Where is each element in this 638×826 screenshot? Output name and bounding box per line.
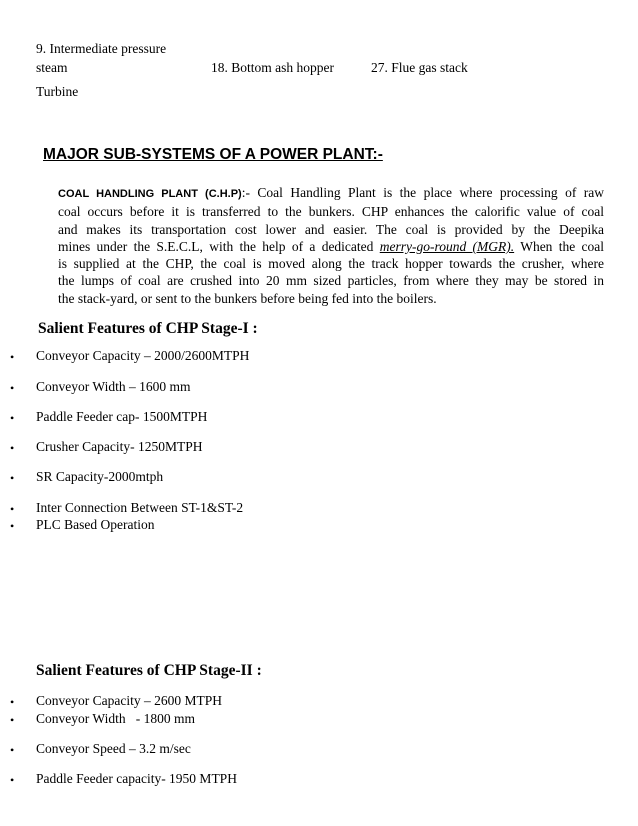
stage1-title: Salient Features of CHP Stage-I : <box>38 320 258 337</box>
paragraph-line-4-after: When the coal <box>514 238 605 254</box>
section-heading: MAJOR SUB-SYSTEMS OF A POWER PLANT:- <box>43 146 383 163</box>
table-cell-item-18: 18. Bottom ash hopper <box>211 60 334 75</box>
stage1-item-2: Conveyor Width – 1600 mm <box>36 379 191 394</box>
bullet-glyph: • <box>10 411 15 425</box>
stage1-item-6: Inter Connection Between ST-1&ST-2 <box>36 500 244 515</box>
stage1-item-7: PLC Based Operation <box>36 517 155 532</box>
bullet-glyph: • <box>10 695 15 709</box>
stage2-item-1: Conveyor Capacity – 2600 MTPH <box>36 693 222 708</box>
stage1-item-4: Crusher Capacity- 1250MTPH <box>36 439 203 454</box>
stage1-item-5: SR Capacity-2000mtph <box>36 469 164 484</box>
paragraph-line-5: is supplied at the CHP, the coal is moved along the track hopper towards the crusher, where <box>58 256 604 272</box>
stage2-item-3: Conveyor Speed – 3.2 m/sec <box>36 741 191 756</box>
paragraph-line-2: coal occurs before it is transferred to the bunkers. CHP enhances the calorific value of coal <box>58 204 604 220</box>
paragraph-line-7: the stack-yard, or sent to the bunkers before being fed into the boilers. <box>58 290 437 306</box>
paragraph-line-1 <box>58 184 604 203</box>
stage1-item-3: Paddle Feeder cap- 1500MTPH <box>36 409 208 424</box>
bullet-glyph: • <box>10 381 15 395</box>
paragraph-line-4 <box>58 238 604 255</box>
paragraph-line-6: the lumps of coal are crushed into 20 mm sized particles, from where they may be stored in <box>58 273 604 289</box>
bullet-glyph: • <box>10 773 15 787</box>
mgr-link[interactable]: merry-go-round (MGR). <box>379 238 515 254</box>
stage2-item-2: Conveyor Width - 1800 mm <box>36 711 195 726</box>
table-cell-item-9-line3: Turbine <box>36 84 79 99</box>
table-cell-item-9-line1: 9. Intermediate pressure <box>36 41 167 56</box>
paragraph-line-1-text: Coal Handling Plant is the place where processing of raw <box>249 185 604 200</box>
table-cell-item-9-line2: steam <box>36 60 68 75</box>
bullet-glyph: • <box>10 519 15 533</box>
bullet-glyph: • <box>10 743 15 757</box>
bullet-glyph: • <box>10 713 15 727</box>
bullet-glyph: • <box>10 350 15 364</box>
bullet-glyph: • <box>10 502 15 516</box>
paragraph-line-4-text: mines under the S.E.C.L, with the help of a dedicated <box>58 238 374 254</box>
stage1-item-1: Conveyor Capacity – 2000/2600MTPH <box>36 348 250 363</box>
table-cell-item-27: 27. Flue gas stack <box>371 60 468 75</box>
paragraph-lead-suffix: :- <box>241 185 250 200</box>
chp-paragraph <box>58 184 604 307</box>
paragraph-line-3: and makes its transportation cost lower and easier. The coal is provided by the Deepika <box>58 221 604 237</box>
bullet-glyph: • <box>10 441 15 455</box>
stage2-item-4: Paddle Feeder capacity- 1950 MTPH <box>36 771 237 786</box>
bullet-glyph: • <box>10 471 15 485</box>
stage2-title: Salient Features of CHP Stage-II : <box>36 662 262 679</box>
paragraph-lead: COAL HANDLING PLANT (C.H.P) <box>58 188 242 200</box>
